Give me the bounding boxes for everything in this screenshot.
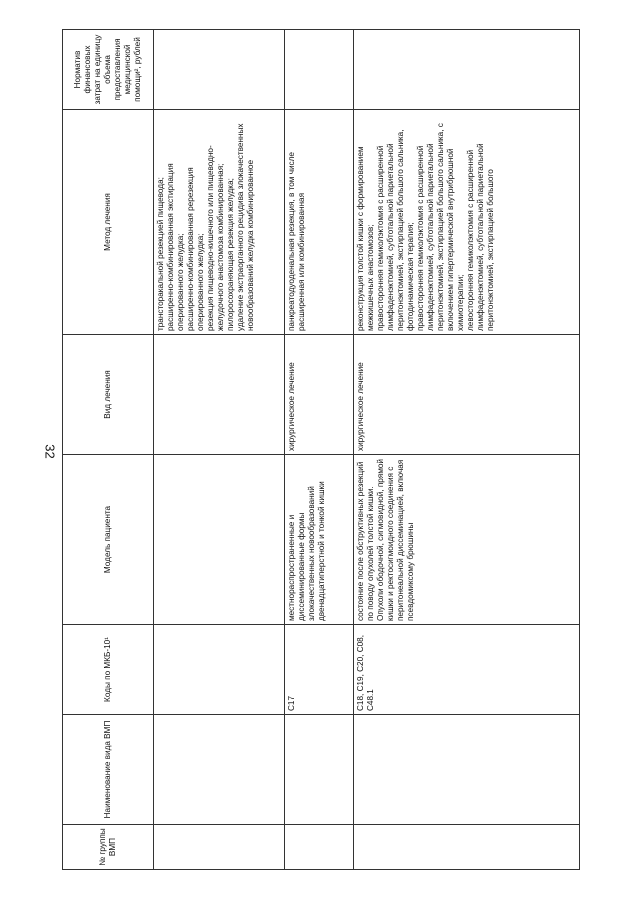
cell-model: местнораспространенные и диссеминированные формы злокачественных новообразований двенадцатиперстной и тонкой кишки	[285, 455, 353, 625]
cell-name	[154, 715, 285, 825]
page-number: 32	[42, 444, 58, 459]
cell-name	[353, 715, 579, 825]
header-name: Наименование вида ВМП	[63, 715, 154, 825]
cell-norm	[154, 30, 285, 110]
header-group: № группы ВМП	[63, 825, 154, 870]
cell-group	[285, 825, 353, 870]
cell-method	[285, 110, 353, 335]
cell-group	[353, 825, 579, 870]
rotated-page-content	[62, 30, 580, 870]
header-norm: Норматив финансовых затрат на единицу объема предоставления медицинской помощи², рублей	[63, 30, 154, 110]
method-line: правосторонняя гемиколэктомия с расширенной лимфаденэктомией, субтотальной париетальной перитонэктомией, экстирпацией большого сальника, с включением гипертермической внутрибрюшной химиотерапии;	[415, 123, 465, 331]
method-line: расширенно-комбинированная экстирпация оперированного желудка;	[166, 163, 185, 331]
cell-method	[353, 110, 579, 335]
header-model: Модель пациента	[63, 455, 154, 625]
method-line: расширенно-комбинированная ререзекция оперированного желудка;	[186, 167, 205, 331]
header-method: Метод лечения	[63, 110, 154, 335]
cell-codes	[154, 625, 285, 715]
method-line: удаление экстраорганного рецидива злокачественных новообразований желудка комбинированное	[236, 123, 255, 331]
cell-kind: хирургическое лечение	[285, 335, 353, 455]
cell-method	[154, 110, 285, 335]
vmp-table	[62, 29, 580, 870]
table-header-row	[63, 30, 154, 870]
method-line: трансторакальной резекцией пищевода;	[156, 177, 165, 331]
cell-norm	[353, 30, 579, 110]
method-line: левосторонняя гемиколэктомия с расширенной лимфаденэктомией, субтотальной париетальной перитонэктомией, экстирпацией большого	[465, 143, 495, 331]
cell-norm	[285, 30, 353, 110]
header-codes: Коды по МКБ-10¹	[63, 625, 154, 715]
cell-codes: C17	[285, 625, 353, 715]
cell-codes: C18, C19, C20, C08, C48.1	[353, 625, 579, 715]
cell-model	[154, 455, 285, 625]
table-row	[154, 30, 285, 870]
method-line: панкреатодуоденальная резекция, в том числе расширенная или комбинированная	[287, 152, 307, 331]
rotated-table-wrapper	[62, 30, 580, 870]
method-line: резекция пищеводно-кишечного или пищеводно-желудочного анастомоза комбинированная;	[206, 145, 225, 331]
table-row	[353, 30, 579, 870]
method-line: правосторонняя гемиколэктомия с расширенной лимфаденэктомией, субтотальной париетальной перитонэктомией, экстирпацией большого сальника, фотодинамическая терапия;	[375, 129, 415, 331]
cell-group	[154, 825, 285, 870]
cell-kind: хирургическое лечение	[353, 335, 579, 455]
method-line: реконструкция толстой кишки с формированием межкишечных анастомозов;	[355, 146, 375, 331]
cell-name	[285, 715, 353, 825]
table-row	[285, 30, 353, 870]
cell-model: состояние после обструктивных резекций по поводу опухолей толстой кишки. Опухоли ободочной, сигмовидной, прямой кишки и ректосигмоидного соединения с перитонеальной диссеминацией, включая псевдомиксому брюшины	[353, 455, 579, 625]
header-kind: Вид лечения	[63, 335, 154, 455]
cell-kind	[154, 335, 285, 455]
method-line: пилоросохраняющая резекция желудка;	[226, 178, 235, 331]
